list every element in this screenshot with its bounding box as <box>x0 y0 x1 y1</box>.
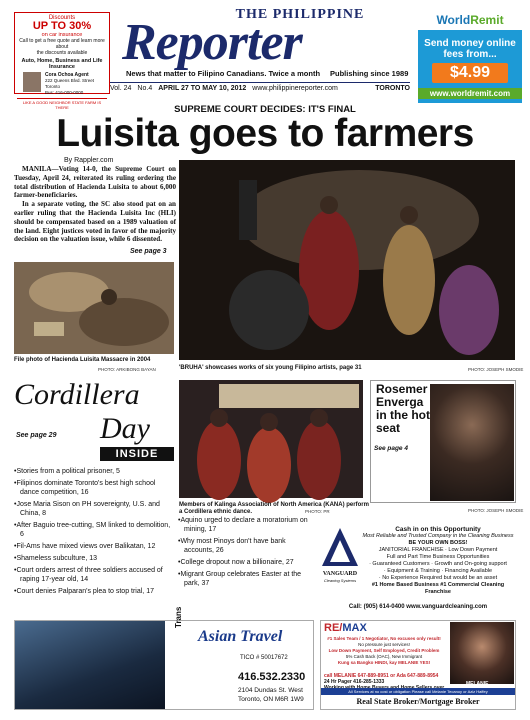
lead-story <box>14 165 176 244</box>
issue-vol: Vol. 24 <box>110 85 132 92</box>
vg-h2: Most Reliable and Trusted Company in the Cleaning Business <box>362 533 514 539</box>
vanguard-name: VANGUARD <box>322 571 358 577</box>
list-item[interactable]: • Jose Maria Sison on PH sovereignty, U.S. and China, 8 <box>14 500 174 518</box>
vg-h3: BE YOUR OWN BOSS! <box>408 540 468 546</box>
state-farm-ad[interactable] <box>14 12 110 110</box>
lead-see-page[interactable]: See page 3 <box>130 248 167 255</box>
remax-strip: All Services at no cost or obligation Please call Melanie Tecanoy or Aziz Haffey <box>321 688 515 695</box>
dance-caption[interactable]: 'BRUHA' showcases works of six young Filipino artists, page 31 <box>179 365 362 371</box>
inside-label: INSIDE <box>100 447 174 461</box>
list-item[interactable]: • Court orders arrest of three soldiers accused of raping 17-year old, 14 <box>14 566 174 584</box>
remax-l4: 5% Cash Back (OAC), New Immigrant <box>345 654 423 659</box>
kana-caption: Members of Kalinga Association of North America (KANA) perform a Cordillera ethnic dance. <box>179 502 369 515</box>
rosemer-photo <box>430 384 514 501</box>
list-item[interactable]: • Aquino urged to declare a moratorium on mining, 17 <box>178 516 316 534</box>
remax-l3: Low Down Payment, Self Employed, Credit Problem <box>328 648 440 653</box>
asian-trans: Trans <box>174 606 183 628</box>
remax-logo-b: MAX <box>342 622 367 634</box>
issue-url[interactable]: www.philippinereporter.com <box>252 85 338 92</box>
vanguard-sub: Cleaning Systems <box>323 578 357 583</box>
dance-photo-art <box>179 160 515 360</box>
brand-b: Remit <box>470 13 504 27</box>
remax-lines <box>324 636 444 666</box>
asian-travel-photo <box>15 621 165 709</box>
rosemer-credit: PHOTO: JOSEPH SMODIE <box>468 508 524 513</box>
lead-byline: By Rappler.com <box>64 157 114 164</box>
asian-title: Asian Travel <box>198 628 283 645</box>
mid-list <box>178 516 316 591</box>
vg-h5: Full and Part Time Business Opportunities <box>386 554 490 560</box>
ad-heading: Auto, Home, Business and Life Insurance <box>21 58 103 70</box>
massacre-credit: PHOTO: ARKIBONG BAYAN <box>98 367 156 372</box>
remit-price: $4.99 <box>432 63 508 83</box>
ad-agent: Cora Ochoa Agent <box>45 72 89 78</box>
cordillera-see-page[interactable]: See page 29 <box>16 432 57 439</box>
list-item[interactable]: • Why most Pinoys don't have bank accounts, 26 <box>178 537 316 555</box>
massacre-caption: File photo of Hacienda Luisita Massacre in 2004 <box>14 357 151 363</box>
vg-h1: Cash in on this Opportunity <box>395 526 481 533</box>
asian-addr1: 2104 Dundas St. West <box>238 687 303 694</box>
melanie-photo <box>450 622 514 684</box>
massacre-photo-art <box>14 262 174 354</box>
list-item[interactable]: • Court denies Palparan's plea to stop trial, 17 <box>14 587 174 596</box>
worldremit-logo <box>418 10 522 30</box>
lead-headline[interactable]: Luisita goes to farmers <box>56 112 474 155</box>
ad-upto: UP TO 30% <box>32 20 92 32</box>
kana-credit: PHOTO: PR <box>305 509 330 514</box>
asian-addr2: Toronto, ON M6R 1W9 <box>238 696 304 703</box>
cordillera-title: Cordillera <box>14 378 140 411</box>
list-item[interactable]: • Fil-Ams have mixed views over Balikatan, 12 <box>14 542 174 551</box>
vanguard-call[interactable]: Call: (905) 614-0400 www.vanguardcleaning.com <box>348 604 488 610</box>
remit-line2: fees from... <box>443 49 497 60</box>
ad-off: on car insurance <box>41 32 83 38</box>
dance-credit: PHOTO: JOSEPH SMODIE <box>468 367 524 372</box>
ad-line2: the discounts available <box>36 50 88 56</box>
vanguard-logo-icon <box>320 526 360 570</box>
asian-tico: TICO # 50017672 <box>240 655 288 661</box>
remax-l5: Kung sa Bangko HINDI, kay MELANIE YES! <box>337 660 431 665</box>
lead-kicker: SUPREME COURT DECIDES: IT'S FINAL <box>174 104 356 115</box>
vg-h4: JANITORIAL FRANCHISE · Low Down Payment <box>378 547 498 553</box>
list-item[interactable]: • Shameless subculture, 13 <box>14 554 174 563</box>
ad-foot: LIKE A GOOD NEIGHBOR STATE FARM IS THERE <box>17 98 107 110</box>
list-item[interactable]: • Stories from a political prisoner, 5 <box>14 467 174 476</box>
inside-list <box>14 467 174 599</box>
rosemer-see-page[interactable]: See page 4 <box>374 445 408 452</box>
list-item[interactable]: • Filipinos dominate Toronto's best high school dance competition, 16 <box>14 479 174 497</box>
ad-phone: Bus: 416-000-0000 <box>45 90 84 95</box>
list-item[interactable]: • College dropout now a billionaire, 27 <box>178 558 316 567</box>
ad-discounts: Discounts <box>48 15 76 21</box>
vg-h8: · No Experience Required but would be an asset <box>378 575 498 581</box>
worldremit-ad[interactable] <box>418 10 522 103</box>
masthead-title: Reporter <box>122 14 302 71</box>
dance-photo <box>179 160 515 360</box>
vg-h7: · Equipment & Training · Financing Available <box>383 568 493 574</box>
issue-city: TORONTO <box>375 85 410 92</box>
remax-l1: #1 Sales Team / 1 Negotiator, No excuses only result! <box>327 636 441 641</box>
vg-h9: #1 Home Based Business #1 Commercial Cleaning Franchise <box>371 582 505 595</box>
remax-logo <box>324 622 367 634</box>
remax-foot: Real State Broker/Mortgage Broker <box>356 697 480 706</box>
ad-info: 222 Queens Blvd. Street Toronto <box>45 78 95 89</box>
remax-l2: No pressure just services! <box>358 642 410 647</box>
kana-photo <box>179 380 363 498</box>
list-item[interactable]: • Migrant Group celebrates Easter at the park, 37 <box>178 570 316 588</box>
rosemer-title: Rosemer Enverga in the hot seat <box>376 382 430 435</box>
remax-call2: 24 Hr Pager 416-285-1333 <box>324 679 385 685</box>
lead-p2: In a separate voting, the SC also stood pat on an earlier ruling that the Hacienda Luisita Inc (HLI) should be compensated based on a 1989 valuation of the land. Eight justices voted in favor of the majority decision on the valuation issue, while 6 dissented. <box>14 200 176 244</box>
brand-a: World <box>436 13 471 27</box>
issue-date: APRIL 27 TO MAY 10, 2012 <box>158 85 247 92</box>
remax-melanie: MELANIE <box>466 681 489 687</box>
vanguard-text <box>360 526 516 596</box>
massacre-photo <box>14 262 174 354</box>
remit-url[interactable]: www.worldremit.com <box>418 88 522 99</box>
agent-photo <box>23 72 41 92</box>
remax-call1[interactable]: call MELANIE 647-889-8951 or Ada 647-889-8954 <box>324 673 439 679</box>
list-item[interactable]: • After Baguio tree-cutting, SM linked to demolition, 6 <box>14 521 174 539</box>
asian-phone[interactable]: 416.532.2330 <box>238 671 306 683</box>
masthead-tagline: News that matter to Filipino Canadians. Twice a month <box>126 69 321 78</box>
masthead-the: THE PHILIPPINE <box>235 7 365 22</box>
issue-bar <box>110 82 410 94</box>
lead-p1: MANILA—Voting 14-0, the Supreme Court on Tuesday, April 24, reiterated its ruling ordering the total distribution of Hacienda Luisita to about 6,000 farmer-beneficiaries. <box>14 165 176 200</box>
kana-photo-art <box>179 380 363 498</box>
remit-line1: Send money online <box>424 38 516 49</box>
remax-logo-a: RE/ <box>324 622 343 634</box>
issue-no: No.4 <box>137 85 153 92</box>
masthead-since: Publishing since 1989 <box>330 69 409 78</box>
ad-line1: Call to get a free quote and learn more about <box>19 38 105 50</box>
cordillera-day: Day <box>100 412 150 445</box>
vg-h6: · Guaranteed Customers · Growth and On-going support <box>369 561 507 567</box>
